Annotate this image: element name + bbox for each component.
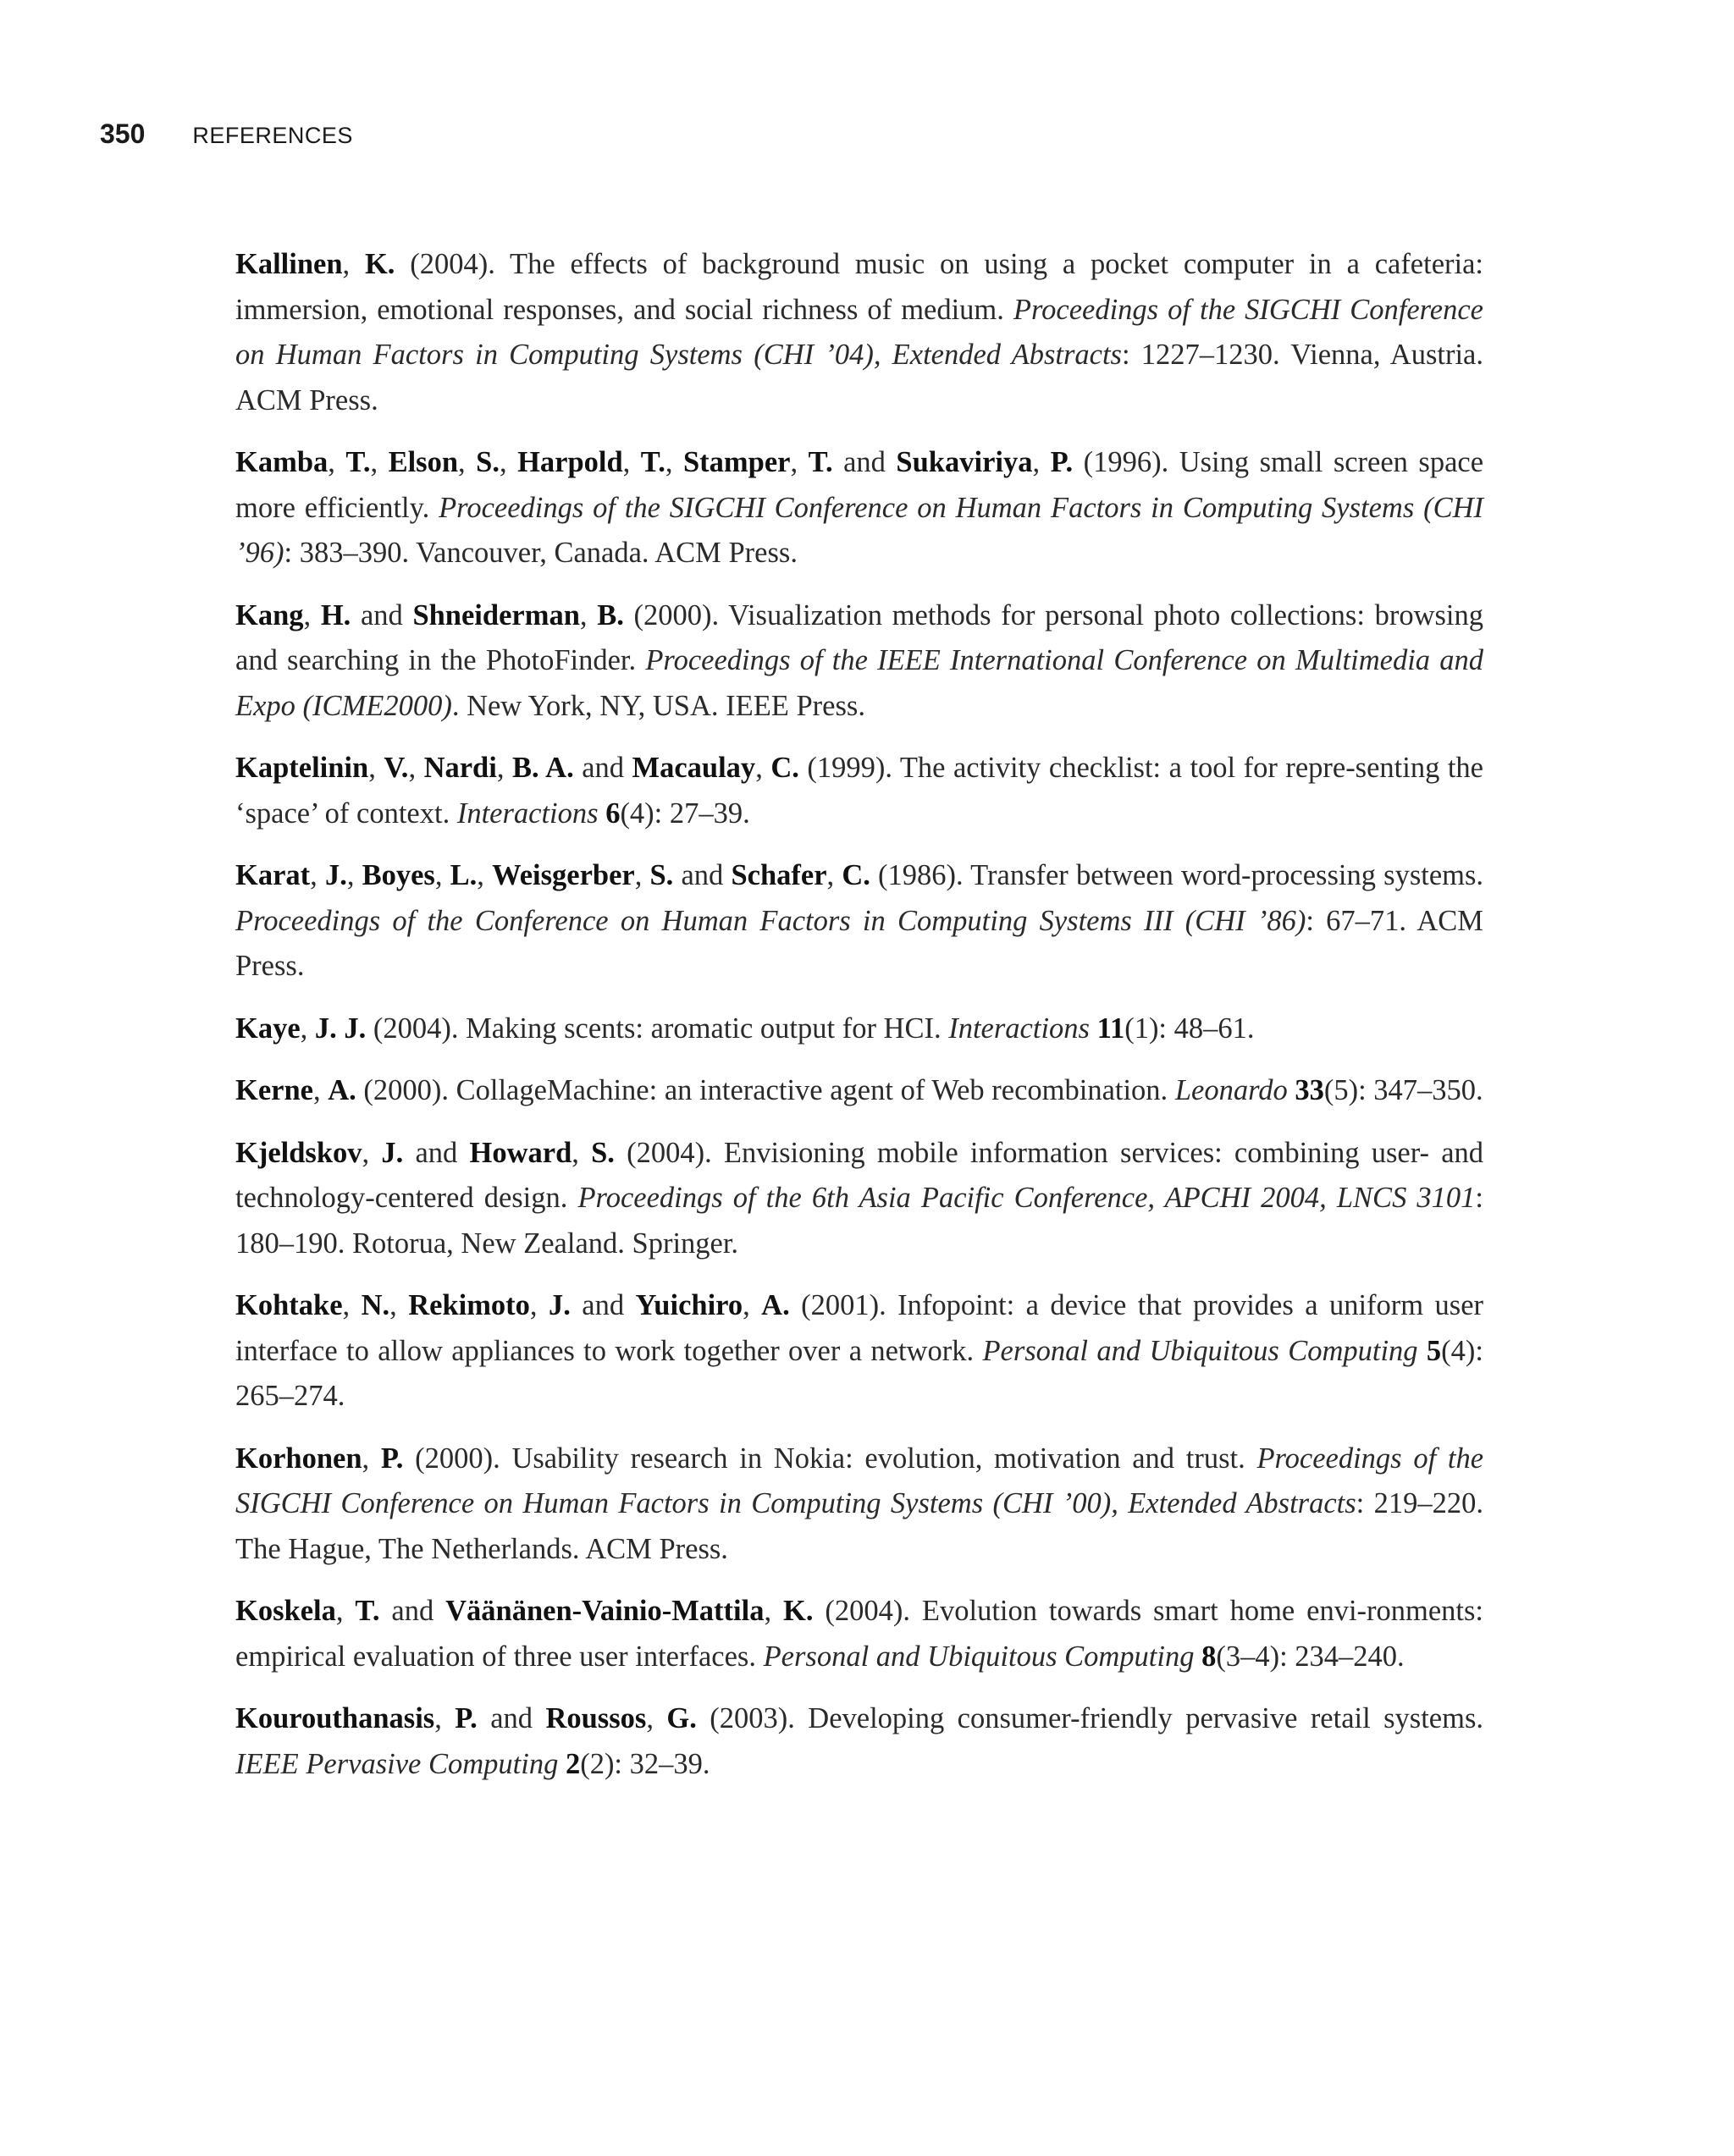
running-head bbox=[100, 119, 353, 152]
separator: , bbox=[342, 248, 365, 280]
author-surname: Elson bbox=[388, 446, 459, 478]
reference-text: (2004). Evolution towards smart home envi-ronments: empirical evaluation of three user interfaces. bbox=[235, 1595, 1484, 1673]
reference-text: (2003). Developing consumer-friendly pervasive retail systems. bbox=[696, 1702, 1483, 1734]
separator: , bbox=[408, 752, 424, 784]
author-initials: J. bbox=[548, 1289, 571, 1321]
reference-text: (1): 48–61. bbox=[1124, 1012, 1255, 1045]
author-surname: Kaye bbox=[235, 1012, 301, 1045]
author-initials: S. bbox=[476, 446, 500, 478]
author-surname: Roussos bbox=[545, 1702, 647, 1734]
author-surname: Boyes bbox=[362, 859, 435, 891]
reference-text: (2004). The effects of background music on using a pocket computer in a cafeteria: immersion, emotional responses, and social richness of medium. bbox=[235, 248, 1483, 326]
author-surname: Kourouthanasis bbox=[235, 1702, 435, 1734]
separator: , bbox=[368, 752, 384, 784]
volume-number: 8 bbox=[1201, 1640, 1217, 1673]
separator: and bbox=[379, 1595, 446, 1627]
separator: , bbox=[622, 446, 641, 478]
separator: , bbox=[312, 1074, 329, 1106]
separator: , bbox=[346, 859, 362, 891]
separator: , bbox=[764, 1595, 784, 1627]
reference-entry bbox=[235, 746, 1483, 836]
separator: , bbox=[572, 1136, 592, 1169]
author-initials: S. bbox=[591, 1136, 615, 1169]
reference-list bbox=[235, 242, 1483, 1804]
separator: , bbox=[458, 446, 477, 478]
publication-title: Personal and Ubiquitous Computing bbox=[982, 1334, 1418, 1367]
author-initials: T. bbox=[355, 1595, 380, 1627]
separator: , bbox=[790, 446, 809, 478]
reference-text: (4): 265–274. bbox=[235, 1334, 1483, 1412]
reference-text: (5): 347–350. bbox=[1323, 1074, 1483, 1106]
author-surname: Kaptelinin bbox=[235, 752, 369, 784]
reference-text: (2004). Making scents: aromatic output for HCI. bbox=[366, 1012, 949, 1045]
separator bbox=[599, 797, 606, 830]
separator: , bbox=[370, 446, 389, 478]
author-surname: Macaulay bbox=[632, 752, 756, 784]
reference-entry bbox=[235, 1696, 1483, 1787]
separator: , bbox=[755, 752, 771, 784]
author-initials: P. bbox=[380, 1442, 404, 1475]
separator: and bbox=[673, 859, 732, 891]
author-initials: C. bbox=[842, 859, 870, 891]
author-initials: K. bbox=[783, 1595, 814, 1627]
reference-text: : 219–220. The Hague, The Netherlands. ACM Press. bbox=[235, 1487, 1483, 1565]
volume-number: 11 bbox=[1096, 1012, 1125, 1045]
author-surname: Koskela bbox=[235, 1595, 336, 1627]
separator: , bbox=[335, 1595, 356, 1627]
reference-text: (1986). Transfer between word-processing systems. bbox=[870, 859, 1484, 891]
separator: , bbox=[434, 859, 450, 891]
reference-entry bbox=[235, 242, 1483, 423]
separator bbox=[1418, 1335, 1427, 1367]
publication-title: Personal and Ubiquitous Computing bbox=[763, 1640, 1195, 1673]
separator: , bbox=[579, 598, 598, 631]
reference-entry bbox=[235, 1006, 1483, 1052]
author-initials: P. bbox=[1050, 446, 1074, 478]
author-surname: Schafer bbox=[731, 859, 827, 891]
separator: , bbox=[328, 446, 346, 478]
reference-text: (2001). Infopoint: a device that provides a uniform user interface to allow appliances to work together over a network. bbox=[235, 1289, 1484, 1367]
publication-title: Interactions bbox=[948, 1012, 1090, 1045]
author-initials: J. bbox=[381, 1136, 404, 1169]
reference-text: : 180–190. Rotorua, New Zealand. Springer. bbox=[235, 1182, 1483, 1260]
reference-entry bbox=[235, 1589, 1483, 1679]
separator: , bbox=[310, 859, 325, 891]
author-initials: B. bbox=[597, 598, 624, 631]
separator: , bbox=[496, 752, 512, 784]
author-surname: Yuichiro bbox=[635, 1289, 743, 1321]
author-surname: Väänänen-Vainio-Mattila bbox=[445, 1595, 765, 1627]
author-initials: A. bbox=[761, 1289, 790, 1321]
publication-title: Proceedings of the SIGCHI Conference on Human Factors in Computing Systems (CHI ’04), Extended Abstracts bbox=[235, 293, 1483, 371]
separator: , bbox=[529, 1289, 549, 1321]
publication-title: Interactions bbox=[456, 797, 599, 830]
separator: , bbox=[389, 1289, 409, 1321]
reference-text: (2000). Visualization methods for personal photo collections: browsing and searching in the PhotoFinder. bbox=[235, 598, 1484, 676]
author-initials: T. bbox=[808, 446, 833, 478]
reference-entry bbox=[235, 1131, 1483, 1267]
reference-entry bbox=[235, 853, 1483, 990]
publication-title: Proceedings of the SIGCHI Conference on Human Factors in Computing Systems (CHI ’96) bbox=[235, 491, 1484, 569]
separator: , bbox=[303, 598, 321, 631]
volume-number: 2 bbox=[565, 1747, 581, 1780]
publication-title: Proceedings of the IEEE International Conference on Multimedia and Expo (ICME2000) bbox=[235, 644, 1483, 722]
author-surname: Stamper bbox=[682, 446, 791, 478]
separator: and bbox=[351, 598, 413, 631]
reference-entry bbox=[235, 593, 1483, 730]
author-surname: Rekimoto bbox=[408, 1289, 530, 1321]
separator: , bbox=[362, 1442, 381, 1475]
author-surname: Kallinen bbox=[235, 248, 343, 280]
reference-entry bbox=[235, 1068, 1483, 1114]
author-initials: N. bbox=[361, 1289, 390, 1321]
separator: , bbox=[665, 446, 683, 478]
volume-number: 6 bbox=[605, 797, 621, 830]
author-surname: Harpold bbox=[517, 446, 623, 478]
separator bbox=[1090, 1012, 1097, 1045]
author-initials: G. bbox=[666, 1702, 697, 1734]
reference-entry bbox=[235, 1436, 1483, 1573]
separator: , bbox=[1032, 446, 1051, 478]
separator: , bbox=[342, 1289, 362, 1321]
author-surname: Kang bbox=[235, 598, 304, 631]
separator: , bbox=[634, 859, 650, 891]
author-surname: Kjeldskov bbox=[235, 1136, 362, 1169]
author-surname: Karat bbox=[235, 859, 311, 891]
reference-text: (2000). CollageMachine: an interactive agent of Web recombination. bbox=[356, 1074, 1175, 1106]
separator: , bbox=[434, 1702, 456, 1734]
reference-text: : 67–71. ACM Press. bbox=[235, 904, 1483, 982]
separator: and bbox=[477, 1702, 546, 1734]
page-number: 350 bbox=[100, 119, 146, 149]
reference-text: (1999). The activity checklist: a tool for repre-senting the ‘space’ of context. bbox=[235, 752, 1483, 830]
reference-text: (2): 32–39. bbox=[580, 1747, 710, 1780]
publication-title: Proceedings of the SIGCHI Conference on Human Factors in Computing Systems (CHI ’00), Extended Abstracts bbox=[235, 1442, 1484, 1519]
reference-text: (2000). Usability research in Nokia: evolution, motivation and trust. bbox=[403, 1442, 1257, 1475]
author-surname: Kerne bbox=[235, 1074, 313, 1106]
author-initials: B. A. bbox=[511, 752, 574, 784]
separator: , bbox=[499, 446, 518, 478]
author-initials: S. bbox=[649, 859, 674, 891]
author-initials: V. bbox=[384, 752, 409, 784]
reference-entry bbox=[235, 440, 1483, 576]
author-initials: A. bbox=[328, 1074, 356, 1106]
author-initials: P. bbox=[455, 1702, 478, 1734]
separator bbox=[558, 1748, 566, 1780]
author-surname: Howard bbox=[469, 1136, 572, 1169]
separator: , bbox=[300, 1012, 315, 1045]
author-surname: Weisgerber bbox=[492, 859, 635, 891]
reference-entry bbox=[235, 1283, 1483, 1420]
author-initials: C. bbox=[770, 752, 799, 784]
author-surname: Sukaviriya bbox=[896, 446, 1033, 478]
separator: , bbox=[362, 1136, 382, 1169]
volume-number: 33 bbox=[1295, 1074, 1324, 1106]
reference-text: (3–4): 234–240. bbox=[1216, 1640, 1405, 1673]
author-initials: J. J. bbox=[314, 1012, 367, 1045]
author-surname: Nardi bbox=[423, 752, 497, 784]
author-initials: T. bbox=[345, 446, 371, 478]
author-surname: Korhonen bbox=[235, 1442, 362, 1475]
separator: , bbox=[826, 859, 842, 891]
reference-text: : 383–390. Vancouver, Canada. ACM Press. bbox=[284, 537, 798, 569]
author-initials: L. bbox=[450, 859, 478, 891]
author-initials: H. bbox=[320, 598, 351, 631]
author-surname: Kamba bbox=[235, 446, 329, 478]
author-initials: K. bbox=[364, 248, 395, 280]
section-title: REFERENCES bbox=[192, 123, 353, 148]
separator bbox=[1194, 1640, 1201, 1673]
reference-text: (1996). Using small screen space more efficiently. bbox=[235, 446, 1484, 524]
separator: , bbox=[743, 1289, 762, 1321]
reference-text: (2004). Envisioning mobile information services: combining user- and technology-centered design. bbox=[235, 1136, 1484, 1214]
author-surname: Kohtake bbox=[235, 1289, 343, 1321]
volume-number: 5 bbox=[1426, 1334, 1442, 1367]
separator: and bbox=[403, 1136, 470, 1169]
author-initials: J. bbox=[324, 859, 347, 891]
publication-title: IEEE Pervasive Computing bbox=[235, 1747, 559, 1780]
separator: , bbox=[477, 859, 493, 891]
separator: and bbox=[570, 1289, 636, 1321]
separator: and bbox=[573, 752, 632, 784]
reference-text: . New York, NY, USA. IEEE Press. bbox=[451, 689, 865, 722]
reference-text: : 1227–1230. Vienna, Austria. ACM Press. bbox=[235, 339, 1483, 416]
author-surname: Shneiderman bbox=[412, 598, 580, 631]
author-initials: T. bbox=[640, 446, 665, 478]
publication-title: Leonardo bbox=[1174, 1074, 1288, 1106]
separator: , bbox=[646, 1702, 667, 1734]
separator: and bbox=[832, 446, 897, 478]
publication-title: Proceedings of the 6th Asia Pacific Conference, APCHI 2004, LNCS 3101 bbox=[577, 1182, 1476, 1214]
publication-title: Proceedings of the Conference on Human Factors in Computing Systems III (CHI ’86) bbox=[235, 904, 1306, 937]
reference-text: (4): 27–39. bbox=[620, 797, 750, 830]
